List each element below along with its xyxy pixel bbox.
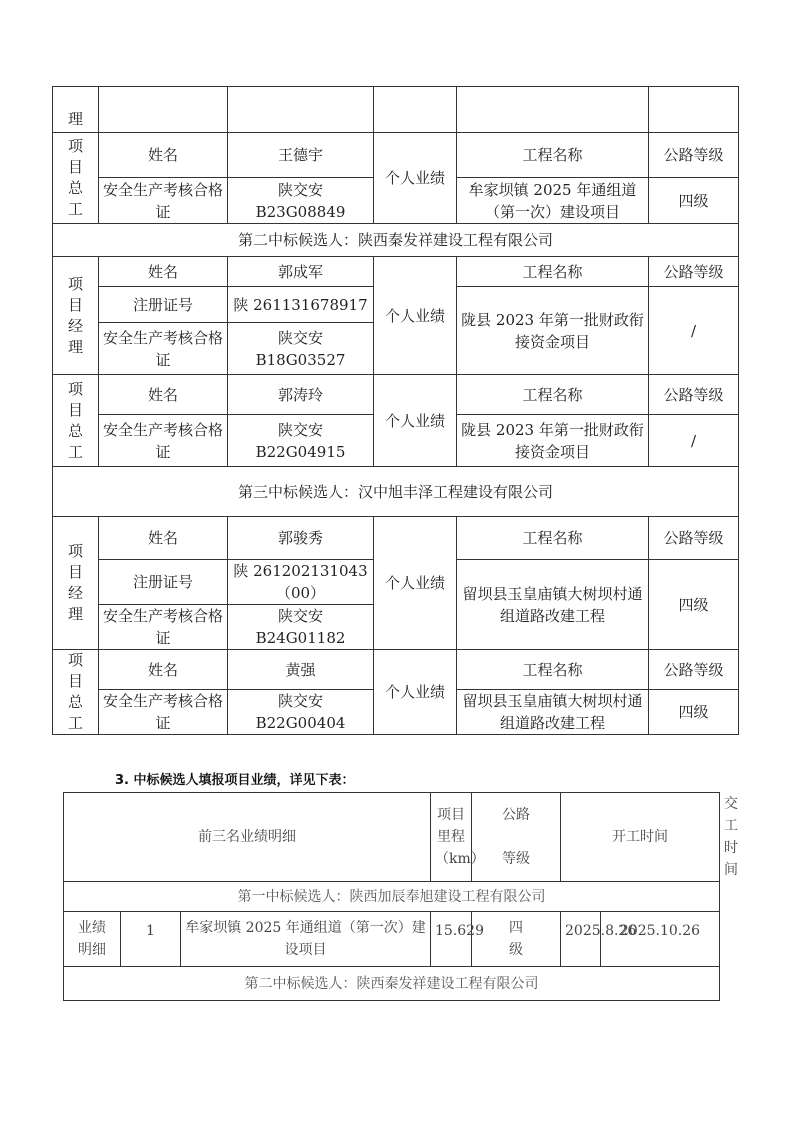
candidate-title: 第二中标候选人：陕西秦发祥建设工程有限公司 (64, 967, 720, 1001)
reg-number: 陕 261131678917 (228, 287, 374, 323)
header-grade: 公路 等级 (472, 793, 561, 882)
cert-number: 陕交安 B22G00404 (228, 690, 374, 735)
person-name: 黄强 (228, 650, 374, 690)
row-label: 业绩 明细 (64, 912, 121, 967)
name-label: 姓名 (99, 257, 228, 287)
name-label: 姓名 (99, 375, 228, 415)
cert-number: 陕交安 B22G04915 (228, 415, 374, 467)
reg-label: 注册证号 (99, 560, 228, 605)
cert-number: 陕交安 B24G01182 (228, 605, 374, 650)
cert-label: 安全生产考核合格证 (99, 178, 228, 224)
header-detail: 前三名业绩明细 (64, 793, 431, 882)
cert-label: 安全生产考核合格证 (99, 323, 228, 375)
person-name: 王德宇 (228, 133, 374, 178)
grade-label: 公路等级 (649, 517, 739, 560)
perf-label: 个人业绩 (374, 257, 457, 375)
reg-label: 注册证号 (99, 287, 228, 323)
project-name: 留坝县玉皇庙镇大树坝村通组道路改建工程 (457, 690, 649, 735)
candidate-title: 第一中标候选人：陕西加辰奉旭建设工程有限公司 (64, 882, 720, 912)
header-mileage: 项目里程（km） (431, 793, 472, 882)
grade-label: 公路等级 (649, 257, 739, 287)
role-label: 项 目 经 理 (53, 257, 99, 375)
cert-number: 陕交安 B18G03527 (228, 323, 374, 375)
cert-label: 安全生产考核合格证 (99, 605, 228, 650)
grade-label: 公路等级 (649, 650, 739, 690)
grade-value: 四级 (649, 560, 739, 650)
person-name: 郭涛玲 (228, 375, 374, 415)
perf-label: 个人业绩 (374, 650, 457, 735)
role-label: 项 目 总 工 (53, 133, 99, 224)
candidate-personnel-table (52, 86, 739, 735)
grade-value: / (649, 415, 739, 467)
header-start: 开工时间 (561, 793, 720, 882)
project-name: 牟家坝镇 2025 年通组道（第一次）建设项目 (181, 912, 431, 967)
grade-value: 四级 (649, 178, 739, 224)
proj-label: 工程名称 (457, 650, 649, 690)
project-name: 陇县 2023 年第一批财政衔接资金项目 (457, 287, 649, 375)
grade-label: 公路等级 (649, 133, 739, 178)
row-number: 1 (121, 912, 181, 967)
reg-number: 陕 261202131043（00） (228, 560, 374, 605)
cert-number: 陕交安 B23G08849 (228, 178, 374, 224)
proj-label: 工程名称 (457, 257, 649, 287)
perf-label: 个人业绩 (374, 375, 457, 467)
perf-label: 个人业绩 (374, 517, 457, 650)
candidate-title: 第三中标候选人：汉中旭丰泽工程建设有限公司 (53, 467, 739, 517)
perf-label: 个人业绩 (374, 133, 457, 224)
project-name: 牟家坝镇 2025 年通组道（第一次）建设项目 (457, 178, 649, 224)
role-label: 项 目 总 工 (53, 375, 99, 467)
start-date: 2025.8.26 (561, 912, 601, 967)
section-heading: 3. 中标候选人填报项目业绩，详见下表： (115, 773, 355, 788)
project-name: 留坝县玉皇庙镇大树坝村通组道路改建工程 (457, 560, 649, 650)
candidate-title: 第二中标候选人：陕西秦发祥建设工程有限公司 (53, 224, 739, 257)
role-label: 项 目 总 工 (53, 650, 99, 735)
project-name: 陇县 2023 年第一批财政衔接资金项目 (457, 415, 649, 467)
person-name: 郭成军 (228, 257, 374, 287)
grade-value: / (649, 287, 739, 375)
end-date: 2025.10.26 (601, 912, 720, 967)
cert-label: 安全生产考核合格证 (99, 415, 228, 467)
performance-table: 前三名业绩明细 项目里程（km） 公路 等级 开工时间 交工时间 第一中标候选人：陕西加辰奉旭建设工程有限公司 业绩 明细 1 牟家坝镇 2025 年通组道（第一次）建设项目 15.629 四 级 2025.8.26 2025.10.26 第二中标候选人：陕西秦发祥建设工程有限公司 (63, 792, 720, 1001)
proj-label: 工程名称 (457, 375, 649, 415)
name-label: 姓名 (99, 517, 228, 560)
name-label: 姓名 (99, 133, 228, 178)
mileage-value: 15.629 (431, 912, 472, 967)
role-label: 项 目 经 理 (53, 517, 99, 650)
grade-value: 四级 (649, 690, 739, 735)
person-name: 郭骏秀 (228, 517, 374, 560)
proj-label: 工程名称 (457, 517, 649, 560)
proj-label: 工程名称 (457, 133, 649, 178)
role-label-tail: 理 (53, 87, 99, 133)
grade-label: 公路等级 (649, 375, 739, 415)
cert-label: 安全生产考核合格证 (99, 690, 228, 735)
grade-value: 四 级 (472, 912, 561, 967)
name-label: 姓名 (99, 650, 228, 690)
